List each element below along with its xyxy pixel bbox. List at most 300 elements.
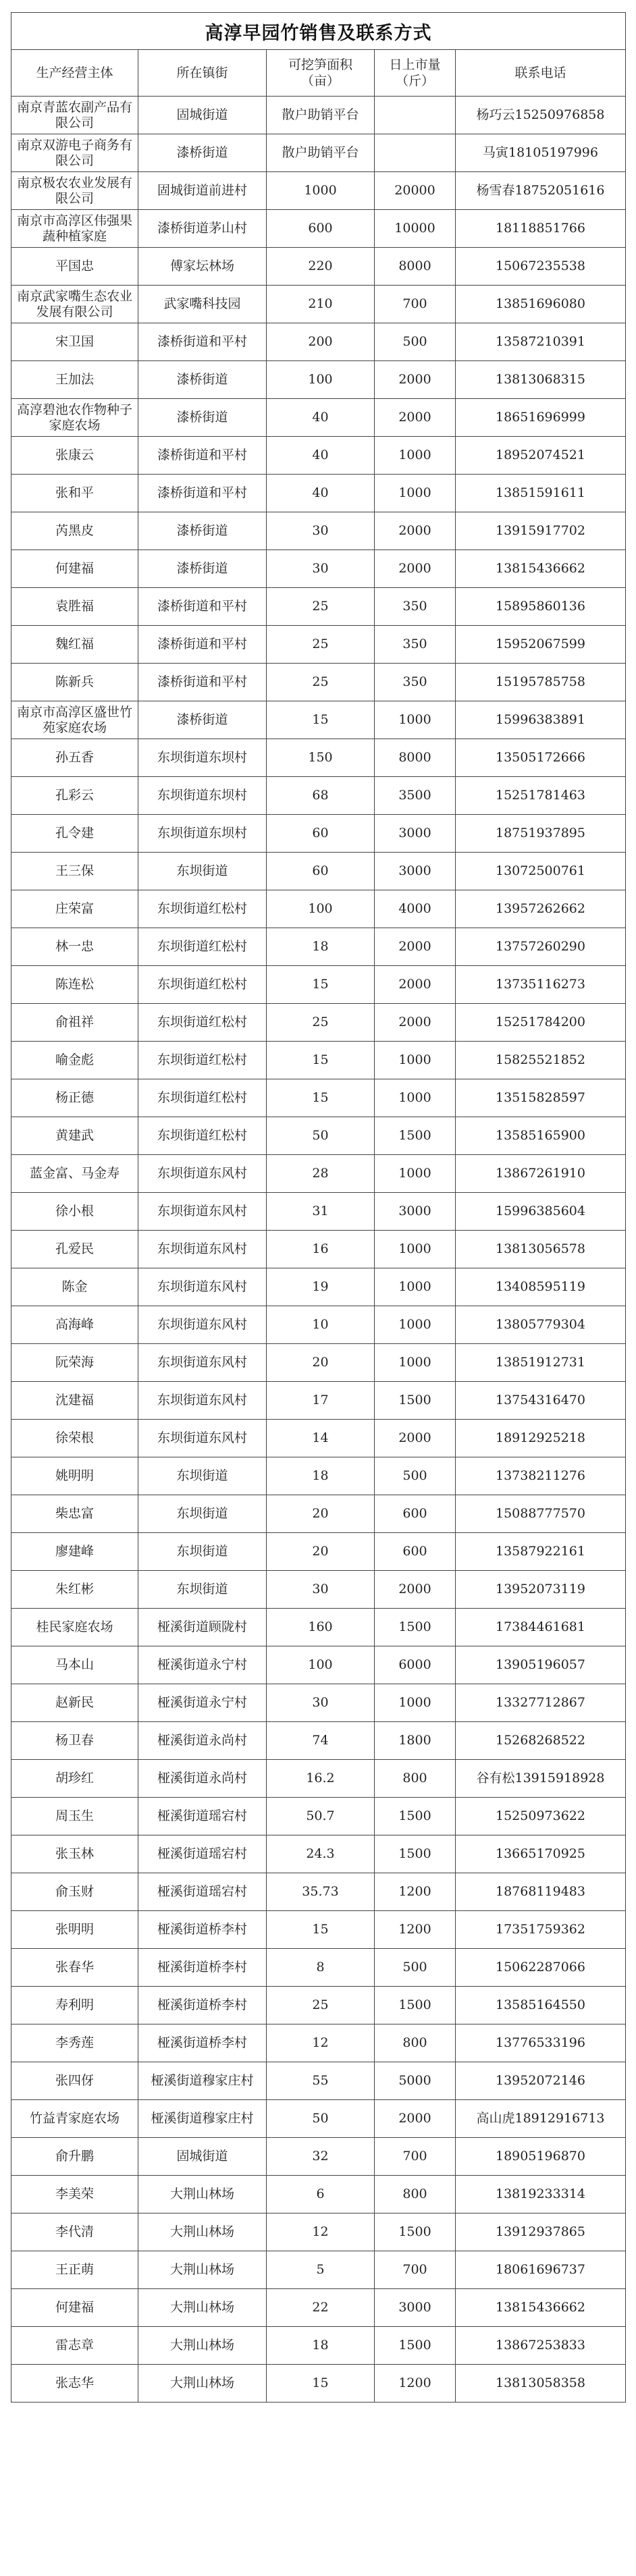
table-row xyxy=(11,626,626,664)
table-row xyxy=(11,1079,626,1117)
daily-cell: 2000 xyxy=(375,928,456,966)
entity-cell: 赵新民 xyxy=(11,1684,138,1722)
phone-cell: 13867253833 xyxy=(456,2327,626,2365)
daily-cell xyxy=(375,134,456,172)
town-cell: 漆桥街道和平村 xyxy=(138,588,267,626)
daily-cell: 1500 xyxy=(375,1382,456,1420)
entity-cell: 南京市高淳区伟强果蔬种植家庭 xyxy=(11,210,138,248)
phone-cell: 18061696737 xyxy=(456,2251,626,2289)
phone-cell: 13805779304 xyxy=(456,1306,626,1344)
area-cell: 散户助销平台 xyxy=(267,97,375,134)
table-row xyxy=(11,853,626,890)
phone-cell: 18751937895 xyxy=(456,815,626,853)
table-row xyxy=(11,1268,626,1306)
header-phone: 联系电话 xyxy=(456,50,626,97)
town-cell: 东坝街道东风村 xyxy=(138,1344,267,1382)
table-body xyxy=(11,97,626,2403)
town-cell: 东坝街道东坝村 xyxy=(138,777,267,815)
town-cell: 东坝街道 xyxy=(138,1571,267,1609)
table-row xyxy=(11,1117,626,1155)
daily-cell: 1200 xyxy=(375,1873,456,1911)
area-cell: 30 xyxy=(267,1684,375,1722)
table-row xyxy=(11,1344,626,1382)
entity-cell: 魏红福 xyxy=(11,626,138,664)
phone-cell: 17384461681 xyxy=(456,1609,626,1646)
phone-cell: 高山虎18912916713 xyxy=(456,2100,626,2138)
phone-cell: 15825521852 xyxy=(456,1042,626,1079)
town-cell: 东坝街道东风村 xyxy=(138,1268,267,1306)
table-row xyxy=(11,134,626,172)
town-cell: 漆桥街道和平村 xyxy=(138,664,267,701)
phone-cell: 13754316470 xyxy=(456,1382,626,1420)
table-row xyxy=(11,1835,626,1873)
table-row xyxy=(11,323,626,361)
daily-cell: 1000 xyxy=(375,1155,456,1193)
phone-cell: 15996385604 xyxy=(456,1193,626,1231)
town-cell: 东坝街道 xyxy=(138,1457,267,1495)
table-row xyxy=(11,890,626,928)
table-row xyxy=(11,1382,626,1420)
table-row xyxy=(11,2024,626,2062)
town-cell: 大荆山林场 xyxy=(138,2365,267,2403)
table-row xyxy=(11,1231,626,1268)
header-area: 可挖笋面积 （亩） xyxy=(267,50,375,97)
daily-cell: 350 xyxy=(375,664,456,701)
town-cell: 桠溪街道桥李村 xyxy=(138,1987,267,2024)
area-cell: 50 xyxy=(267,1117,375,1155)
header-town: 所在镇街 xyxy=(138,50,267,97)
town-cell: 漆桥街道 xyxy=(138,512,267,550)
header-entity: 生产经营主体 xyxy=(11,50,138,97)
table-row xyxy=(11,2289,626,2327)
phone-cell: 13912937865 xyxy=(456,2213,626,2251)
area-cell: 160 xyxy=(267,1609,375,1646)
town-cell: 大荆山林场 xyxy=(138,2251,267,2289)
phone-cell: 13815436662 xyxy=(456,550,626,588)
area-cell: 1000 xyxy=(267,172,375,210)
table-row xyxy=(11,1798,626,1835)
entity-cell: 南京市高淳区盛世竹苑家庭农场 xyxy=(11,701,138,739)
entity-cell: 孔彩云 xyxy=(11,777,138,815)
phone-cell: 13952073119 xyxy=(456,1571,626,1609)
daily-cell: 1500 xyxy=(375,1117,456,1155)
entity-cell: 高淳碧池农作物种子家庭农场 xyxy=(11,399,138,437)
area-cell: 68 xyxy=(267,777,375,815)
phone-cell: 13819233314 xyxy=(456,2176,626,2213)
phone-cell: 13408595119 xyxy=(456,1268,626,1306)
daily-cell: 1000 xyxy=(375,1344,456,1382)
table-row xyxy=(11,1155,626,1193)
town-cell: 东坝街道东坝村 xyxy=(138,739,267,777)
daily-cell: 350 xyxy=(375,588,456,626)
area-cell: 14 xyxy=(267,1420,375,1457)
area-cell: 20 xyxy=(267,1344,375,1382)
daily-cell: 2000 xyxy=(375,966,456,1004)
town-cell: 东坝街道 xyxy=(138,1533,267,1571)
entity-cell: 袁胜福 xyxy=(11,588,138,626)
daily-cell: 2000 xyxy=(375,550,456,588)
daily-cell: 1500 xyxy=(375,2213,456,2251)
area-cell: 100 xyxy=(267,361,375,399)
table-row xyxy=(11,399,626,437)
daily-cell: 2000 xyxy=(375,1004,456,1042)
daily-cell: 1200 xyxy=(375,1911,456,1949)
area-cell: 25 xyxy=(267,1004,375,1042)
bamboo-sales-table xyxy=(11,12,626,2403)
entity-cell: 李美荣 xyxy=(11,2176,138,2213)
table-row xyxy=(11,210,626,248)
entity-cell: 南京武家嘴生态农业发展有限公司 xyxy=(11,286,138,323)
daily-cell: 2000 xyxy=(375,512,456,550)
area-cell: 15 xyxy=(267,701,375,739)
town-cell: 漆桥街道和平村 xyxy=(138,626,267,664)
phone-cell: 13505172666 xyxy=(456,739,626,777)
area-cell: 18 xyxy=(267,2327,375,2365)
area-cell: 15 xyxy=(267,1079,375,1117)
area-cell: 60 xyxy=(267,853,375,890)
area-cell: 22 xyxy=(267,2289,375,2327)
entity-cell: 李代清 xyxy=(11,2213,138,2251)
table-row xyxy=(11,2251,626,2289)
phone-cell: 13587210391 xyxy=(456,323,626,361)
phone-cell: 13585165900 xyxy=(456,1117,626,1155)
town-cell: 东坝街道 xyxy=(138,853,267,890)
town-cell: 东坝街道东风村 xyxy=(138,1382,267,1420)
town-cell: 桠溪街道瑶宕村 xyxy=(138,1873,267,1911)
table-row xyxy=(11,2100,626,2138)
table-row xyxy=(11,2176,626,2213)
phone-cell: 杨巧云15250976858 xyxy=(456,97,626,134)
entity-cell: 寿利明 xyxy=(11,1987,138,2024)
table-title: 高淳早园竹销售及联系方式 xyxy=(11,13,626,50)
phone-cell: 13757260290 xyxy=(456,928,626,966)
area-cell: 6 xyxy=(267,2176,375,2213)
town-cell: 傅家坛林场 xyxy=(138,248,267,286)
entity-cell: 张志华 xyxy=(11,2365,138,2403)
entity-cell: 徐小根 xyxy=(11,1193,138,1231)
entity-cell: 王正萌 xyxy=(11,2251,138,2289)
table-row xyxy=(11,1949,626,1987)
area-cell: 15 xyxy=(267,1042,375,1079)
daily-cell: 1500 xyxy=(375,1987,456,2024)
daily-cell: 1500 xyxy=(375,1835,456,1873)
town-cell: 固城街道 xyxy=(138,97,267,134)
daily-cell: 6000 xyxy=(375,1646,456,1684)
table-row xyxy=(11,1646,626,1684)
table-row xyxy=(11,1420,626,1457)
table-row xyxy=(11,1193,626,1231)
table-row xyxy=(11,437,626,475)
area-cell: 50.7 xyxy=(267,1798,375,1835)
phone-cell: 13776533196 xyxy=(456,2024,626,2062)
table-row xyxy=(11,815,626,853)
entity-cell: 俞升鹏 xyxy=(11,2138,138,2176)
entity-cell: 马本山 xyxy=(11,1646,138,1684)
phone-cell: 13813056578 xyxy=(456,1231,626,1268)
phone-cell: 13072500761 xyxy=(456,853,626,890)
daily-cell: 2000 xyxy=(375,1571,456,1609)
daily-cell: 1000 xyxy=(375,701,456,739)
entity-cell: 孔爱民 xyxy=(11,1231,138,1268)
town-cell: 东坝街道红松村 xyxy=(138,1042,267,1079)
daily-cell: 20000 xyxy=(375,172,456,210)
phone-cell: 18651696999 xyxy=(456,399,626,437)
entity-cell: 张春华 xyxy=(11,1949,138,1987)
phone-cell: 15996383891 xyxy=(456,701,626,739)
town-cell: 漆桥街道 xyxy=(138,134,267,172)
town-cell: 东坝街道红松村 xyxy=(138,928,267,966)
entity-cell: 廖建峰 xyxy=(11,1533,138,1571)
town-cell: 东坝街道东风村 xyxy=(138,1306,267,1344)
town-cell: 漆桥街道和平村 xyxy=(138,323,267,361)
area-cell: 5 xyxy=(267,2251,375,2289)
entity-cell: 朱红彬 xyxy=(11,1571,138,1609)
table-row xyxy=(11,2062,626,2100)
town-cell: 桠溪街道永宁村 xyxy=(138,1646,267,1684)
area-cell: 50 xyxy=(267,2100,375,2138)
daily-cell: 2000 xyxy=(375,361,456,399)
daily-cell: 1500 xyxy=(375,1609,456,1646)
daily-cell: 800 xyxy=(375,2176,456,2213)
daily-cell: 1500 xyxy=(375,1798,456,1835)
phone-cell: 杨雪春18752051616 xyxy=(456,172,626,210)
town-cell: 东坝街道红松村 xyxy=(138,1117,267,1155)
daily-cell xyxy=(375,97,456,134)
table-row xyxy=(11,97,626,134)
entity-cell: 周玉生 xyxy=(11,1798,138,1835)
daily-cell: 3000 xyxy=(375,853,456,890)
daily-cell: 700 xyxy=(375,2138,456,2176)
phone-cell: 13515828597 xyxy=(456,1079,626,1117)
town-cell: 东坝街道东风村 xyxy=(138,1231,267,1268)
entity-cell: 雷志章 xyxy=(11,2327,138,2365)
entity-cell: 杨卫春 xyxy=(11,1722,138,1760)
daily-cell: 3000 xyxy=(375,815,456,853)
area-cell: 散户助销平台 xyxy=(267,134,375,172)
town-cell: 武家嘴科技园 xyxy=(138,286,267,323)
daily-cell: 350 xyxy=(375,626,456,664)
area-cell: 18 xyxy=(267,1457,375,1495)
daily-cell: 8000 xyxy=(375,739,456,777)
entity-cell: 何建福 xyxy=(11,550,138,588)
entity-cell: 芮黑皮 xyxy=(11,512,138,550)
daily-cell: 3000 xyxy=(375,1193,456,1231)
phone-cell: 15195785758 xyxy=(456,664,626,701)
entity-cell: 张玉林 xyxy=(11,1835,138,1873)
entity-cell: 南京极农农业发展有限公司 xyxy=(11,172,138,210)
entity-cell: 宋卫国 xyxy=(11,323,138,361)
entity-cell: 黄建武 xyxy=(11,1117,138,1155)
table-row xyxy=(11,1722,626,1760)
town-cell: 东坝街道东风村 xyxy=(138,1155,267,1193)
town-cell: 桠溪街道永宁村 xyxy=(138,1684,267,1722)
area-cell: 60 xyxy=(267,815,375,853)
phone-cell: 15062287066 xyxy=(456,1949,626,1987)
phone-cell: 15250973622 xyxy=(456,1798,626,1835)
area-cell: 40 xyxy=(267,437,375,475)
town-cell: 漆桥街道茅山村 xyxy=(138,210,267,248)
daily-cell: 1000 xyxy=(375,1306,456,1344)
table-row xyxy=(11,1457,626,1495)
header-daily: 日上市量 （斤） xyxy=(375,50,456,97)
area-cell: 12 xyxy=(267,2024,375,2062)
phone-cell: 13738211276 xyxy=(456,1457,626,1495)
area-cell: 40 xyxy=(267,475,375,512)
area-cell: 210 xyxy=(267,286,375,323)
town-cell: 漆桥街道 xyxy=(138,550,267,588)
area-cell: 16 xyxy=(267,1231,375,1268)
area-cell: 10 xyxy=(267,1306,375,1344)
daily-cell: 4000 xyxy=(375,890,456,928)
town-cell: 东坝街道红松村 xyxy=(138,966,267,1004)
daily-cell: 1800 xyxy=(375,1722,456,1760)
town-cell: 固城街道 xyxy=(138,2138,267,2176)
town-cell: 桠溪街道瑶宕村 xyxy=(138,1798,267,1835)
daily-cell: 800 xyxy=(375,2024,456,2062)
entity-cell: 王加法 xyxy=(11,361,138,399)
town-cell: 桠溪街道桥李村 xyxy=(138,1911,267,1949)
daily-cell: 500 xyxy=(375,323,456,361)
daily-cell: 800 xyxy=(375,1760,456,1798)
area-cell: 220 xyxy=(267,248,375,286)
entity-cell: 张和平 xyxy=(11,475,138,512)
area-cell: 20 xyxy=(267,1495,375,1533)
town-cell: 漆桥街道 xyxy=(138,399,267,437)
entity-cell: 张康云 xyxy=(11,437,138,475)
daily-cell: 1000 xyxy=(375,1231,456,1268)
town-cell: 东坝街道红松村 xyxy=(138,890,267,928)
daily-cell: 3500 xyxy=(375,777,456,815)
area-cell: 150 xyxy=(267,739,375,777)
phone-cell: 谷有松13915918928 xyxy=(456,1760,626,1798)
table-row xyxy=(11,1004,626,1042)
table-row xyxy=(11,1609,626,1646)
phone-cell: 13813068315 xyxy=(456,361,626,399)
entity-cell: 喻金彪 xyxy=(11,1042,138,1079)
entity-cell: 张四伢 xyxy=(11,2062,138,2100)
daily-cell: 600 xyxy=(375,1495,456,1533)
phone-cell: 13327712867 xyxy=(456,1684,626,1722)
entity-cell: 阮荣海 xyxy=(11,1344,138,1382)
header-row xyxy=(11,50,626,97)
daily-cell: 5000 xyxy=(375,2062,456,2100)
table-row xyxy=(11,550,626,588)
entity-cell: 桂民家庭农场 xyxy=(11,1609,138,1646)
daily-cell: 10000 xyxy=(375,210,456,248)
table-row xyxy=(11,588,626,626)
phone-cell: 18118851766 xyxy=(456,210,626,248)
town-cell: 东坝街道东坝村 xyxy=(138,815,267,853)
entity-cell: 林一忠 xyxy=(11,928,138,966)
daily-cell: 2000 xyxy=(375,1420,456,1457)
daily-cell: 1000 xyxy=(375,475,456,512)
phone-cell: 13851591611 xyxy=(456,475,626,512)
entity-cell: 俞玉财 xyxy=(11,1873,138,1911)
table-row xyxy=(11,1987,626,2024)
phone-cell: 18912925218 xyxy=(456,1420,626,1457)
table-row xyxy=(11,172,626,210)
entity-cell: 徐荣根 xyxy=(11,1420,138,1457)
table-row xyxy=(11,1495,626,1533)
phone-cell: 15268268522 xyxy=(456,1722,626,1760)
phone-cell: 13915917702 xyxy=(456,512,626,550)
area-cell: 20 xyxy=(267,1533,375,1571)
phone-cell: 13815436662 xyxy=(456,2289,626,2327)
area-cell: 8 xyxy=(267,1949,375,1987)
area-cell: 35.73 xyxy=(267,1873,375,1911)
area-cell: 30 xyxy=(267,550,375,588)
table-row xyxy=(11,739,626,777)
town-cell: 东坝街道东风村 xyxy=(138,1193,267,1231)
town-cell: 漆桥街道 xyxy=(138,361,267,399)
entity-cell: 高海峰 xyxy=(11,1306,138,1344)
phone-cell: 18905196870 xyxy=(456,2138,626,2176)
table-row xyxy=(11,361,626,399)
phone-cell: 13587922161 xyxy=(456,1533,626,1571)
phone-cell: 15067235538 xyxy=(456,248,626,286)
phone-cell: 13851696080 xyxy=(456,286,626,323)
town-cell: 桠溪街道桥李村 xyxy=(138,1949,267,1987)
entity-cell: 张明明 xyxy=(11,1911,138,1949)
town-cell: 漆桥街道和平村 xyxy=(138,437,267,475)
daily-cell: 1000 xyxy=(375,437,456,475)
entity-cell: 竹益青家庭农场 xyxy=(11,2100,138,2138)
entity-cell: 何建福 xyxy=(11,2289,138,2327)
area-cell: 30 xyxy=(267,512,375,550)
daily-cell: 700 xyxy=(375,286,456,323)
entity-cell: 平国忠 xyxy=(11,248,138,286)
daily-cell: 2000 xyxy=(375,399,456,437)
town-cell: 大荆山林场 xyxy=(138,2327,267,2365)
phone-cell: 13735116273 xyxy=(456,966,626,1004)
entity-cell: 陈新兵 xyxy=(11,664,138,701)
town-cell: 大荆山林场 xyxy=(138,2289,267,2327)
area-cell: 30 xyxy=(267,1571,375,1609)
phone-cell: 17351759362 xyxy=(456,1911,626,1949)
entity-cell: 沈建福 xyxy=(11,1382,138,1420)
phone-cell: 13851912731 xyxy=(456,1344,626,1382)
phone-cell: 15088777570 xyxy=(456,1495,626,1533)
entity-cell: 胡珍红 xyxy=(11,1760,138,1798)
table-row xyxy=(11,1533,626,1571)
phone-cell: 13665170925 xyxy=(456,1835,626,1873)
area-cell: 25 xyxy=(267,626,375,664)
area-cell: 74 xyxy=(267,1722,375,1760)
table-row xyxy=(11,966,626,1004)
phone-cell: 13905196057 xyxy=(456,1646,626,1684)
entity-cell: 姚明明 xyxy=(11,1457,138,1495)
phone-cell: 18952074521 xyxy=(456,437,626,475)
phone-cell: 18768119483 xyxy=(456,1873,626,1911)
entity-cell: 孔令建 xyxy=(11,815,138,853)
table-row xyxy=(11,1684,626,1722)
town-cell: 东坝街道 xyxy=(138,1495,267,1533)
daily-cell: 700 xyxy=(375,2251,456,2289)
entity-cell: 陈金 xyxy=(11,1268,138,1306)
entity-cell: 陈连松 xyxy=(11,966,138,1004)
town-cell: 桠溪街道桥李村 xyxy=(138,2024,267,2062)
area-cell: 24.3 xyxy=(267,1835,375,1873)
entity-cell: 南京青蓝农副产品有限公司 xyxy=(11,97,138,134)
table-row xyxy=(11,2138,626,2176)
daily-cell: 1500 xyxy=(375,2327,456,2365)
area-cell: 31 xyxy=(267,1193,375,1231)
area-cell: 25 xyxy=(267,664,375,701)
town-cell: 漆桥街道和平村 xyxy=(138,475,267,512)
area-cell: 28 xyxy=(267,1155,375,1193)
table-row xyxy=(11,2365,626,2403)
town-cell: 东坝街道东风村 xyxy=(138,1420,267,1457)
